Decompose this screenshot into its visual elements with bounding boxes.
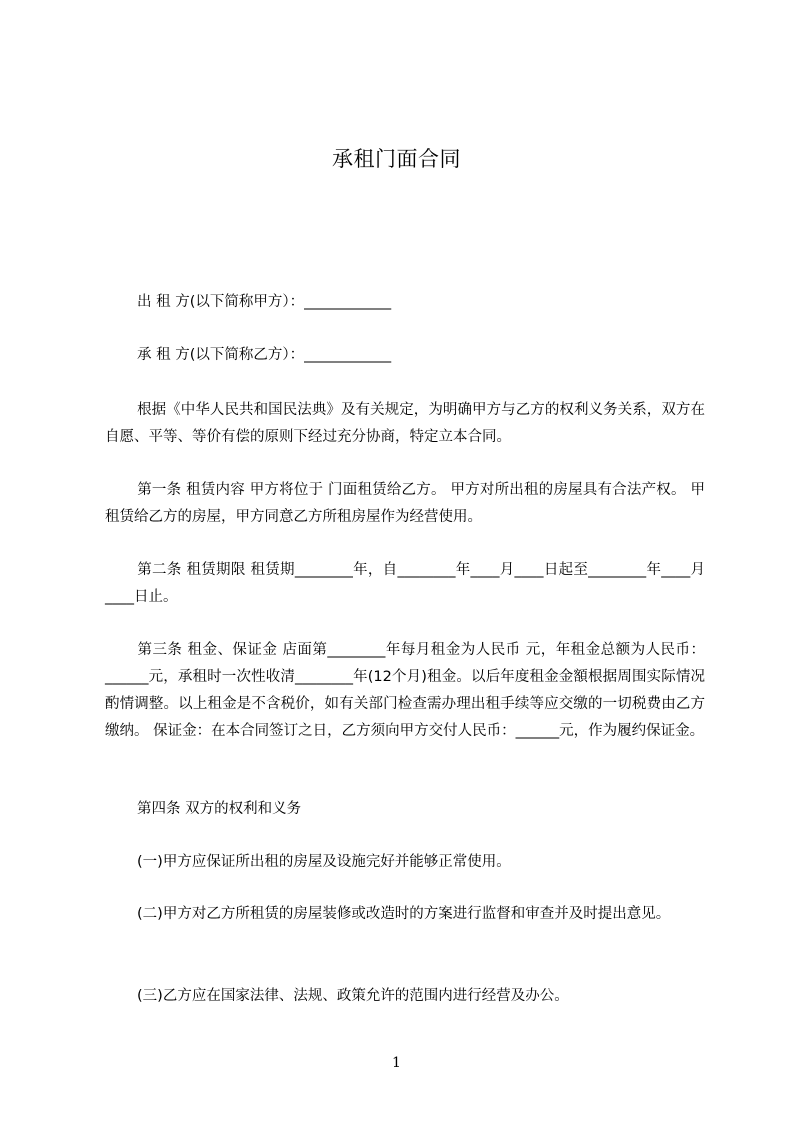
article-4-item-2-paragraph	[105, 901, 705, 928]
article-4-item-2-text: (二)甲方对乙方所租赁的房屋装修或改造时的方案进行监督和审查并及时提出意见。	[137, 906, 671, 922]
article-4-heading: 第四条 双方的权利和义务	[137, 801, 302, 817]
article-3-paragraph	[105, 637, 705, 745]
party-b-line	[137, 346, 391, 364]
article-2-text: 第二条 租赁期限 租赁期________年，自________年____月____日起至________年____月____日止。	[105, 562, 705, 605]
document-title: 承租门面合同	[332, 147, 461, 171]
article-1-text: 第一条 租赁内容 甲方将位于 门面租赁给乙方。 甲方对所出租的房屋具有合法产权。 甲租赁给乙方的房屋，甲方同意乙方所租房屋作为经营使用。	[105, 482, 705, 525]
preamble-paragraph	[105, 397, 705, 451]
preamble-text: 根据《中华人民共和国民法典》及有关规定，为明确甲方与乙方的权利义务关系，双方在自愿、平等、等价有偿的原则下经过充分协商，特定立本合同。	[105, 402, 705, 445]
article-3-text: 第三条 租金、保证金 店面第________年每月租金为人民币 元，年租金总额为人民币：______元，承租时一次性收清________年(12个月)租金。以后年度租金金額根据周围实际情况酌情调整。以上租金是不含税价，如有关部门检查需办理出租手续等应交缴的一切税费由乙方缴纳。 保证金：在本合同签订之日，乙方须向甲方交付人民币：______元，作为履约保证金。	[105, 642, 705, 739]
page-number: 1	[392, 1055, 401, 1071]
party-a-label: 出 租 方(以下简称甲方）：	[137, 294, 305, 310]
party-a-line	[137, 293, 391, 311]
party-a-blank: ____________	[304, 294, 392, 310]
article-4-item-1: (一)甲方应保证所出租的房屋及设施完好并能够正常使用。	[137, 854, 511, 870]
article-1-paragraph	[105, 477, 705, 531]
party-b-blank: ____________	[304, 347, 392, 363]
article-4-item-3: (三)乙方应在国家法律、法规、政策允许的范围内进行经营及办公。	[137, 988, 569, 1004]
article-2-paragraph	[105, 557, 705, 611]
party-b-label: 承 租 方(以下简称乙方）：	[137, 347, 305, 363]
